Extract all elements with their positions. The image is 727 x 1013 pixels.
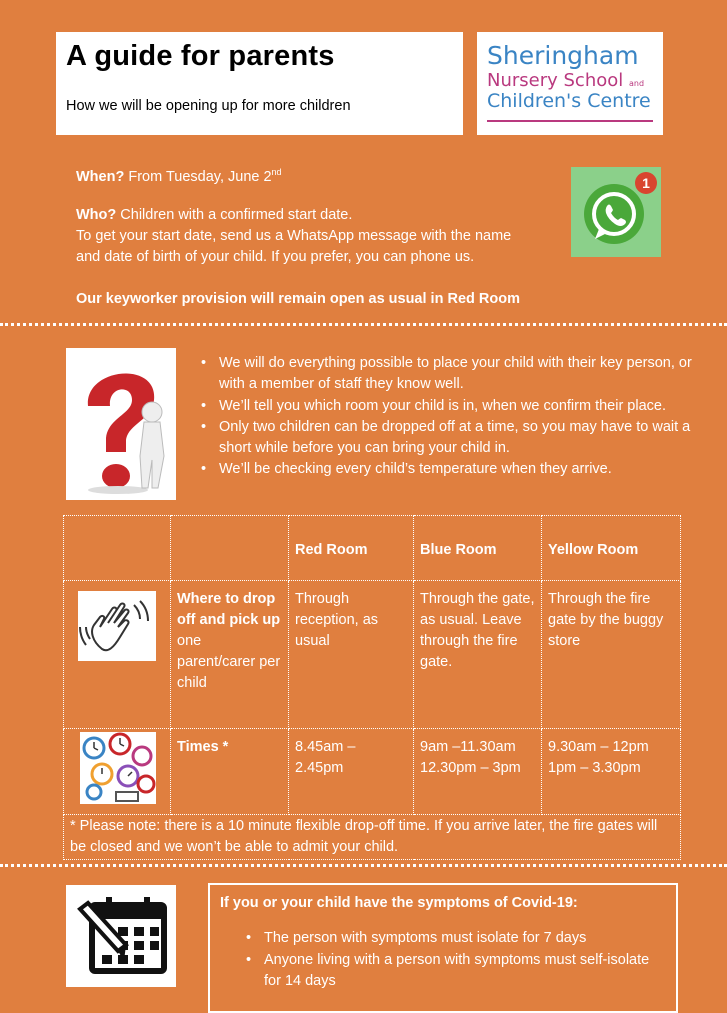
dropoff-label-bold: Where to drop off and pick up — [177, 591, 281, 628]
whatsapp-badge-count: 1 — [642, 175, 650, 191]
times-red-room: 8.45am – 2.45pm — [289, 729, 414, 815]
title-box — [56, 32, 463, 135]
wave-image-cell — [64, 581, 171, 729]
times-label-cell — [171, 729, 289, 815]
who-label: Who? — [76, 207, 117, 223]
covid-notice-box — [208, 883, 678, 1013]
contact-line-2: and date of birth of your child. If you prefer, you can phone us. — [76, 249, 475, 265]
dotted-separator — [0, 323, 727, 326]
clocks-icon — [80, 732, 156, 804]
whatsapp-icon-graphic — [571, 167, 661, 257]
header-blue-room: Blue Room — [414, 516, 542, 581]
page-title: A guide for parents — [66, 40, 335, 72]
table-row-note — [64, 815, 681, 860]
table-corner-cell — [171, 516, 289, 581]
covid-notice-title: If you or your child have the symptoms of Covid-19: — [220, 895, 578, 911]
table-row-dropoff — [64, 581, 681, 729]
question-mark-image — [66, 348, 176, 500]
dropoff-blue-room: Through the gate, as usual. Leave through the fire gate. — [414, 581, 542, 729]
whatsapp-icon — [571, 167, 661, 257]
header-yellow-room: Yellow Room — [542, 516, 681, 581]
dropoff-red-room: Through reception, as usual — [289, 581, 414, 729]
logo-line-3: Children's Centre — [487, 90, 651, 112]
info-bullet-list — [197, 353, 702, 481]
logo-line-2-text: Nursery School — [487, 70, 624, 91]
clocks-image-cell — [64, 729, 171, 815]
dropoff-note: * Please note: there is a 10 minute flexible drop-off time. If you arrive later, the fire gates will be closed and we won’t be able to admit your child. — [64, 815, 681, 860]
info-bullet: • We will do everything possible to place your child with their key person, or with a member of staff they know well. — [197, 353, 702, 396]
dotted-separator — [0, 864, 727, 867]
when-text: From Tuesday, June 2 — [128, 169, 272, 185]
calendar-icon — [66, 885, 176, 987]
clocks-icon-graphic — [80, 732, 156, 804]
covid-bullet: • Anyone living with a person with symptoms must self-isolate for 14 days — [242, 950, 666, 993]
when-sup: nd — [271, 167, 282, 177]
logo-underline — [487, 120, 653, 122]
dropoff-label-rest: one parent/carer per child — [177, 633, 281, 691]
when-line — [76, 162, 282, 188]
header-red-room: Red Room — [289, 516, 414, 581]
waving-hand-icon — [78, 591, 156, 661]
table-corner-cell — [64, 516, 171, 581]
dropoff-yellow-room: Through the fire gate by the buggy store — [542, 581, 681, 729]
covid-bullet: • The person with symptoms must isolate for 7 days — [242, 928, 666, 950]
logo-line-2 — [487, 70, 644, 91]
logo-line-2-small: and — [629, 79, 645, 88]
contact-line-1: To get your start date, send us a WhatsApp message with the name — [76, 228, 512, 244]
keyworker-note: Our keyworker provision will remain open as usual in Red Room — [76, 291, 520, 307]
page-subtitle: How we will be opening up for more children — [66, 98, 351, 114]
times-label-bold: Times * — [177, 739, 229, 755]
who-text: Children with a confirmed start date. — [120, 207, 353, 223]
waving-hand-icon-graphic — [78, 591, 156, 661]
calendar-icon-graphic — [66, 885, 176, 987]
logo-line-1: Sheringham — [487, 41, 639, 70]
info-bullet: • We’ll be checking every child’s temperature when they arrive. — [197, 459, 702, 480]
dropoff-label-cell — [171, 581, 289, 729]
table-row-times — [64, 729, 681, 815]
times-yellow-room: 9.30am – 12pm 1pm – 3.30pm — [542, 729, 681, 815]
table-header-row — [64, 516, 681, 581]
info-bullet: • Only two children can be dropped off at a time, so you may have to wait a short while before you can bring your child in. — [197, 417, 702, 460]
question-mark-figure-graphic — [66, 348, 176, 500]
when-label: When? — [76, 169, 125, 185]
room-table — [63, 515, 680, 857]
covid-bullet-list — [220, 928, 666, 993]
who-line — [76, 205, 352, 226]
info-bullet: • We’ll tell you which room your child is in, when we confirm their place. — [197, 396, 702, 417]
school-logo — [477, 32, 663, 135]
times-blue-room: 9am –11.30am 12.30pm – 3pm — [414, 729, 542, 815]
